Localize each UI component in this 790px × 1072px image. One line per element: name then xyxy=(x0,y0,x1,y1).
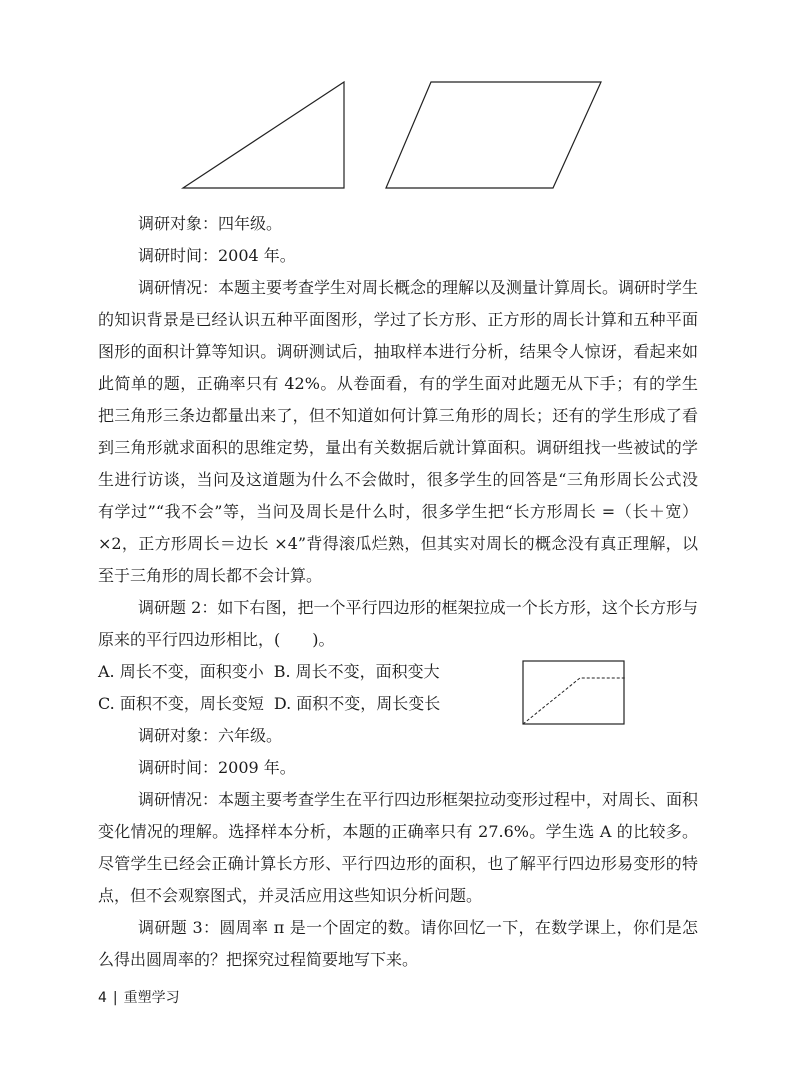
page-number: 4 xyxy=(98,990,107,1006)
subject-grade-6: 调研对象：六年级。 xyxy=(138,726,283,745)
option-a: A. 周长不变，面积变小 xyxy=(98,662,264,681)
document-body xyxy=(98,208,698,976)
option-d: D. 面积不变，周长变长 xyxy=(273,694,441,713)
survey-time-2009: 调研时间：2009 年。 xyxy=(138,758,296,777)
option-c: C. 面积不变，周长变短 xyxy=(98,694,264,713)
question-2: 调研题 2：如下右图，把一个平行四边形的框架拉成一个长方形，这个长方形与原来的平行四边形相比，( )。 xyxy=(98,598,698,649)
survey-time-2004: 调研时间：2004 年。 xyxy=(138,246,296,265)
option-b: B. 周长不变，面积变大 xyxy=(273,662,440,681)
subject-grade-4: 调研对象：四年级。 xyxy=(138,214,283,233)
rectangle-parallelogram-figure xyxy=(522,660,626,726)
page-footer xyxy=(98,988,180,1008)
question-3: 调研题 3：圆周率 π 是一个固定的数。请你回忆一下，在数学课上，你们是怎么得出圆周率的？把探究过程简要地写下来。 xyxy=(98,918,698,969)
footer-separator: | xyxy=(112,990,118,1006)
question-2-options xyxy=(98,656,698,720)
top-figures xyxy=(0,0,790,200)
triangle-figure xyxy=(183,82,344,188)
parallelogram-figure xyxy=(386,82,601,188)
book-title: 重塑学习 xyxy=(123,990,180,1006)
dashed-parallelogram xyxy=(523,678,626,724)
survey-situation-2: 调研情况：本题主要考查学生在平行四边形框架拉动变形过程中，对周长、面积变化情况的理解。选择样本分析，本题的正确率只有 27.6%。学生选 A 的比较多。尽管学生已经会正确计算长方形、平行四边形的面积，也了解平行四边形易变形的特点，但不会观察图式，并灵活应用这些知识分析问题。 xyxy=(98,790,699,905)
rectangle-frame xyxy=(523,661,624,724)
survey-situation-1: 调研情况：本题主要考查学生对周长概念的理解以及测量计算周长。调研时学生的知识背景是已经认识五种平面图形，学过了长方形、正方形的周长计算和五种平面图形的面积计算等知识。调研测试后，抽取样本进行分析，结果令人惊讶，看起来如此简单的题，正确率只有 42%。从卷面看，有的学生面对此题无从下手；有的学生把三角形三条边都量出来了，但不知道如何计算三角形的周长；还有的学生形成了看到三角形就求面积的思维定势，量出有关数据后就计算面积。调研组找一些被试的学生进行访谈，当问及这道题为什么不会做时，很多学生的回答是“三角形周长公式没有学过”“我不会”等，当问及周长是什么时，很多学生把“长方形周长 =（长＋宽）×2，正方形周长＝边长 ×4”背得滚瓜烂熟，但其实对周长的概念没有真正理解，以至于三角形的周长都不会计算。 xyxy=(98,278,699,585)
